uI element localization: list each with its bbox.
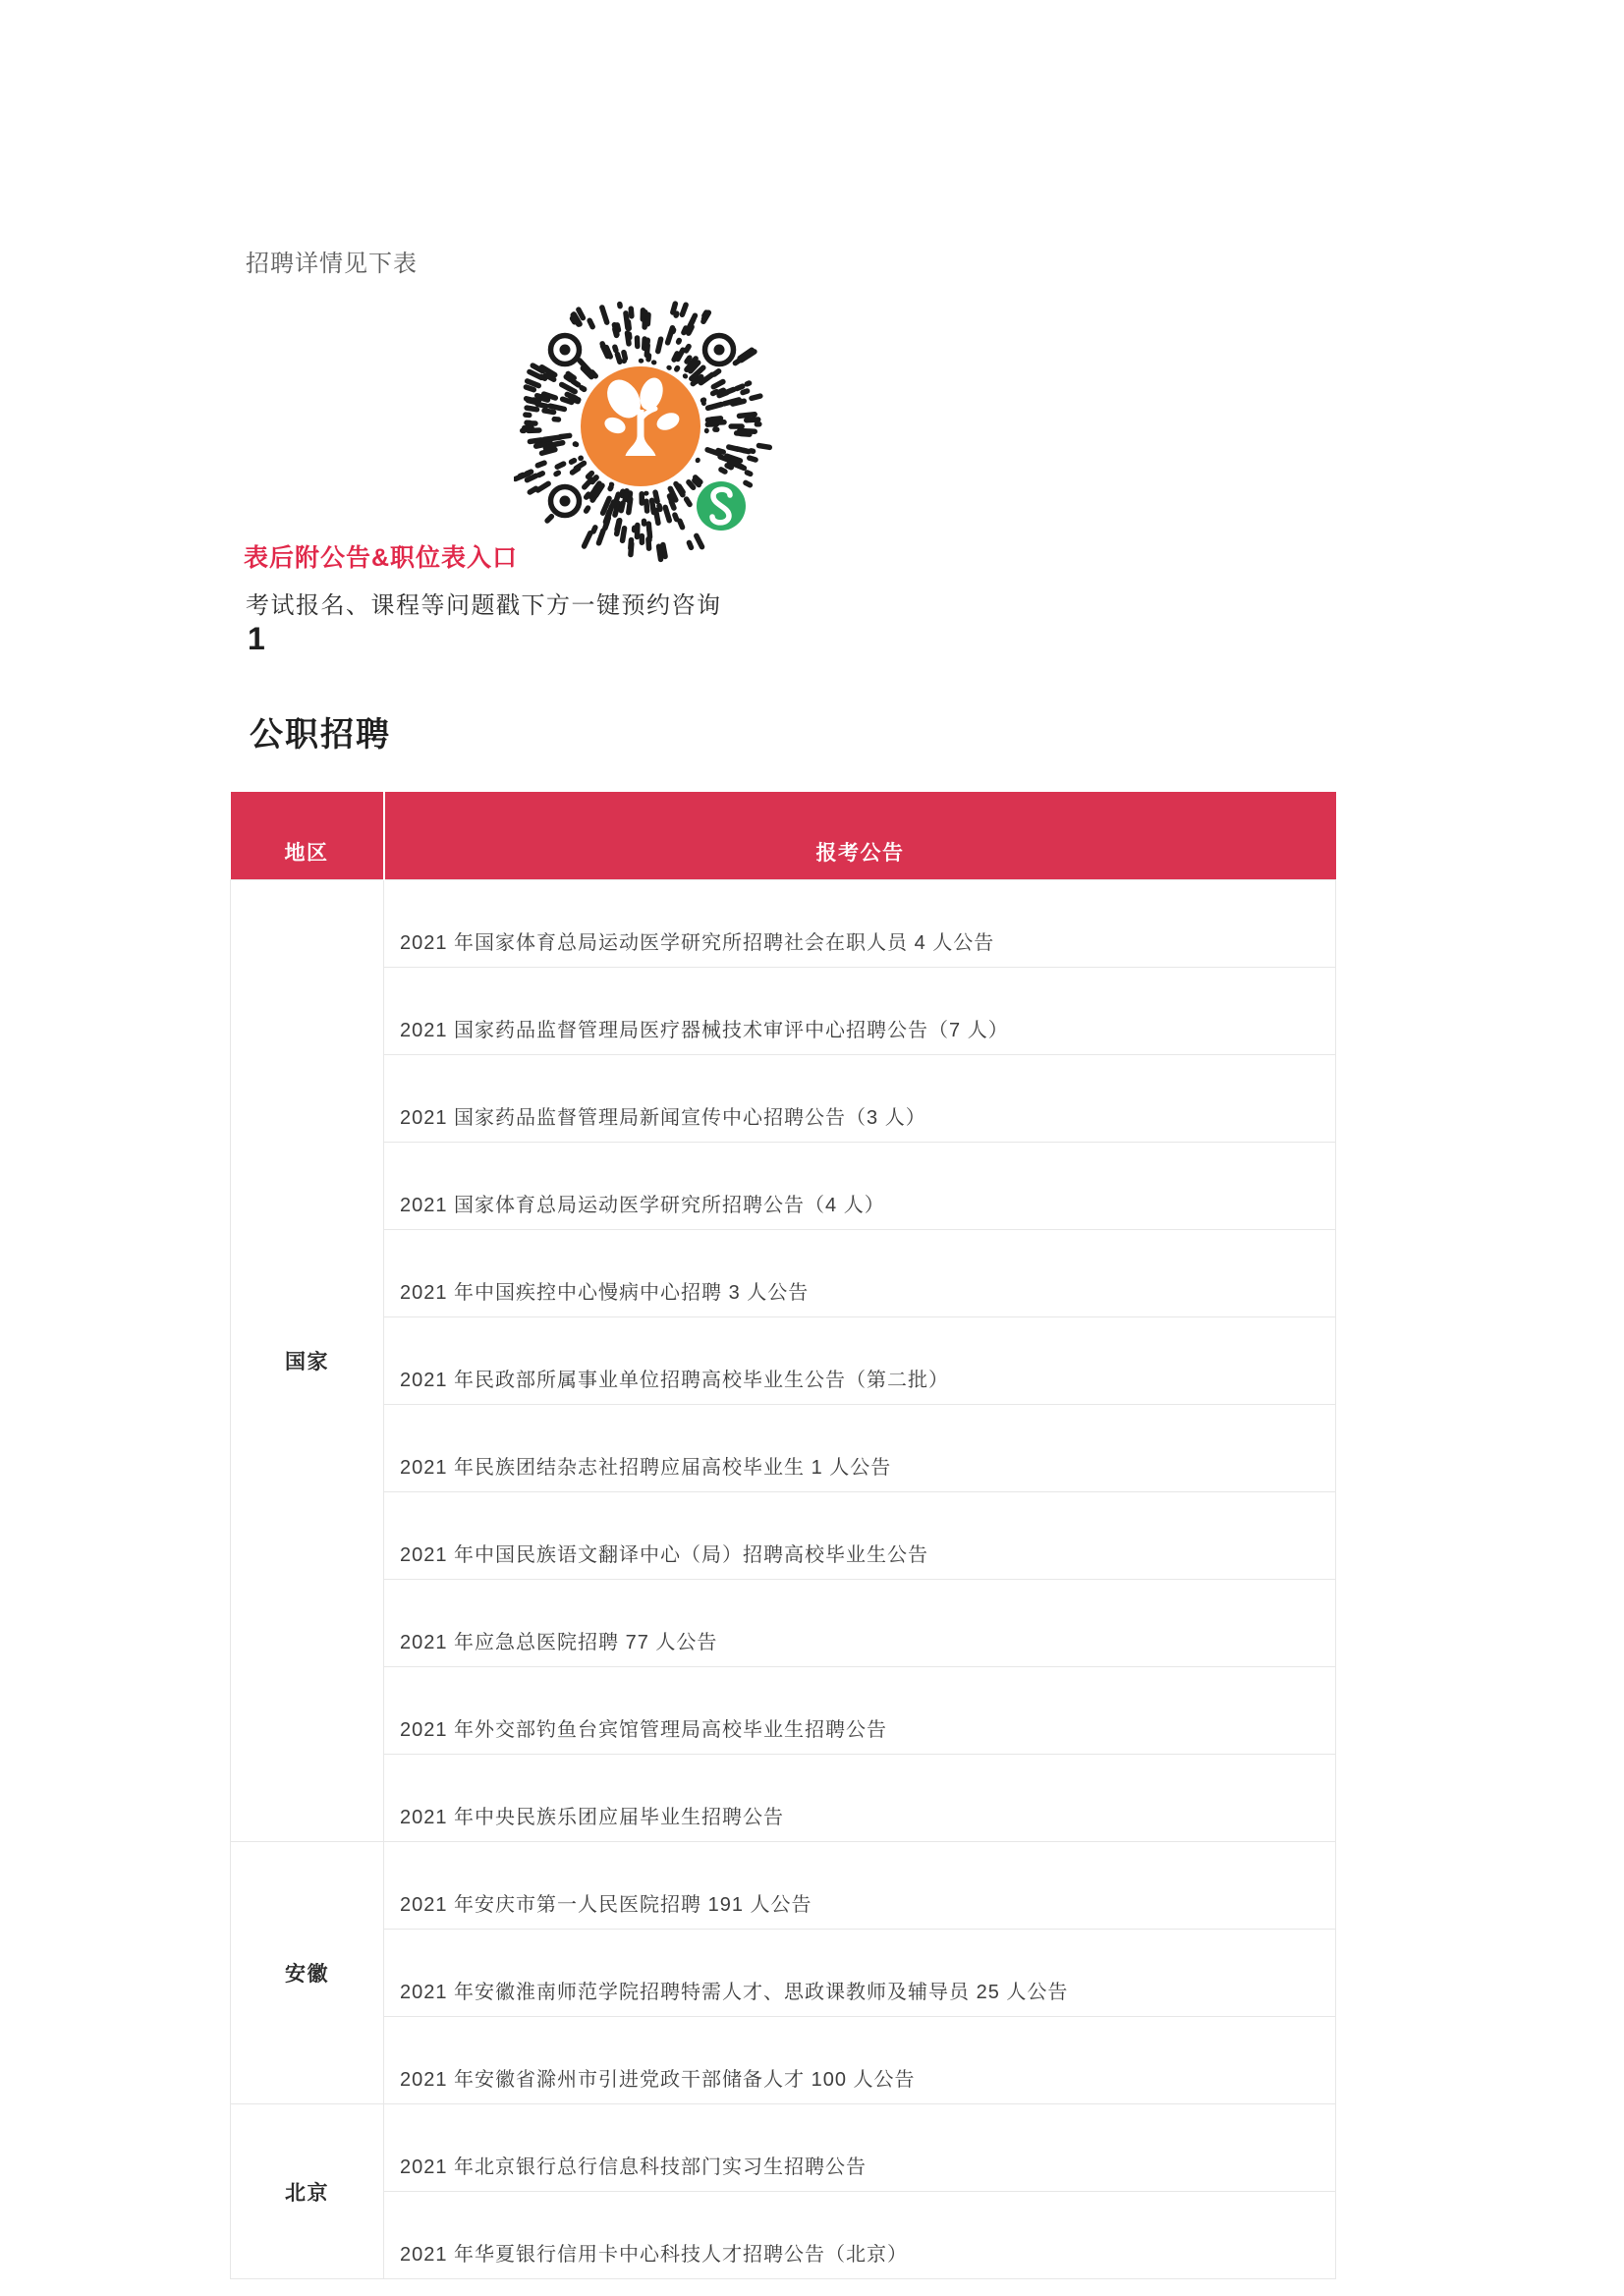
column-header-region: 地区 bbox=[231, 792, 384, 880]
table-row bbox=[231, 1755, 1336, 1842]
announcement-cell[interactable]: 2021 年中国疾控中心慢病中心招聘 3 人公告 bbox=[384, 1230, 1336, 1317]
announcement-cell[interactable]: 2021 年中央民族乐团应届毕业生招聘公告 bbox=[384, 1755, 1336, 1842]
announcement-cell[interactable]: 2021 国家药品监督管理局新闻宣传中心招聘公告（3 人） bbox=[384, 1055, 1336, 1143]
announcement-cell[interactable]: 2021 年民族团结杂志社招聘应届高校毕业生 1 人公告 bbox=[384, 1405, 1336, 1492]
plant-logo-icon bbox=[581, 366, 700, 486]
region-cell: 安徽 bbox=[231, 1842, 384, 2104]
table-row bbox=[231, 2017, 1336, 2104]
region-cell: 国家 bbox=[231, 880, 384, 1842]
table-row bbox=[231, 1055, 1336, 1143]
table-row bbox=[231, 968, 1336, 1055]
mini-program-icon bbox=[694, 478, 749, 533]
mini-program-qr-code bbox=[514, 300, 779, 565]
intro-text: 招聘详情见下表 bbox=[246, 251, 418, 277]
table-row bbox=[231, 1143, 1336, 1230]
table-row bbox=[231, 1230, 1336, 1317]
announcement-cell[interactable]: 2021 年应急总医院招聘 77 人公告 bbox=[384, 1580, 1336, 1667]
announcement-cell[interactable]: 2021 年安徽淮南师范学院招聘特需人才、思政课教师及辅导员 25 人公告 bbox=[384, 1930, 1336, 2017]
announcement-cell[interactable]: 2021 年民政部所属事业单位招聘高校毕业生公告（第二批） bbox=[384, 1317, 1336, 1405]
section-title: 公职招聘 bbox=[250, 716, 391, 754]
announcement-cell[interactable]: 2021 年华夏银行信用卡中心科技人才招聘公告（北京） bbox=[384, 2192, 1336, 2279]
announcement-cell[interactable]: 2021 国家药品监督管理局医疗器械技术审评中心招聘公告（7 人） bbox=[384, 968, 1336, 1055]
qr-caption: 表后附公告&职位表入口 bbox=[244, 544, 519, 572]
page-number: 1 bbox=[248, 621, 265, 656]
announcement-cell[interactable]: 2021 年北京银行总行信息科技部门实习生招聘公告 bbox=[384, 2104, 1336, 2192]
table-row bbox=[231, 1842, 1336, 1930]
announcement-cell[interactable]: 2021 年安庆市第一人民医院招聘 191 人公告 bbox=[384, 1842, 1336, 1930]
table-row bbox=[231, 1405, 1336, 1492]
table-row bbox=[231, 1317, 1336, 1405]
recruitment-table-wrap bbox=[230, 792, 1336, 2279]
announcement-cell[interactable]: 2021 年安徽省滁州市引进党政干部储备人才 100 人公告 bbox=[384, 2017, 1336, 2104]
recruitment-table bbox=[230, 792, 1336, 2279]
table-row bbox=[231, 1580, 1336, 1667]
announcement-cell[interactable]: 2021 年外交部钓鱼台宾馆管理局高校毕业生招聘公告 bbox=[384, 1667, 1336, 1755]
table-row bbox=[231, 1930, 1336, 2017]
announcement-cell[interactable]: 2021 国家体育总局运动医学研究所招聘公告（4 人） bbox=[384, 1143, 1336, 1230]
table-row bbox=[231, 1667, 1336, 1755]
table-header-row bbox=[231, 792, 1336, 880]
column-header-announcement: 报考公告 bbox=[384, 792, 1336, 880]
consult-text: 考试报名、课程等问题戳下方一键预约咨询 bbox=[246, 592, 722, 619]
region-cell: 北京 bbox=[231, 2104, 384, 2279]
table-row bbox=[231, 880, 1336, 968]
table-row bbox=[231, 2192, 1336, 2279]
qr-code-image bbox=[514, 300, 779, 565]
table-row bbox=[231, 2104, 1336, 2192]
announcement-cell[interactable]: 2021 年国家体育总局运动医学研究所招聘社会在职人员 4 人公告 bbox=[384, 880, 1336, 968]
table-row bbox=[231, 1492, 1336, 1580]
announcement-cell[interactable]: 2021 年中国民族语文翻译中心（局）招聘高校毕业生公告 bbox=[384, 1492, 1336, 1580]
